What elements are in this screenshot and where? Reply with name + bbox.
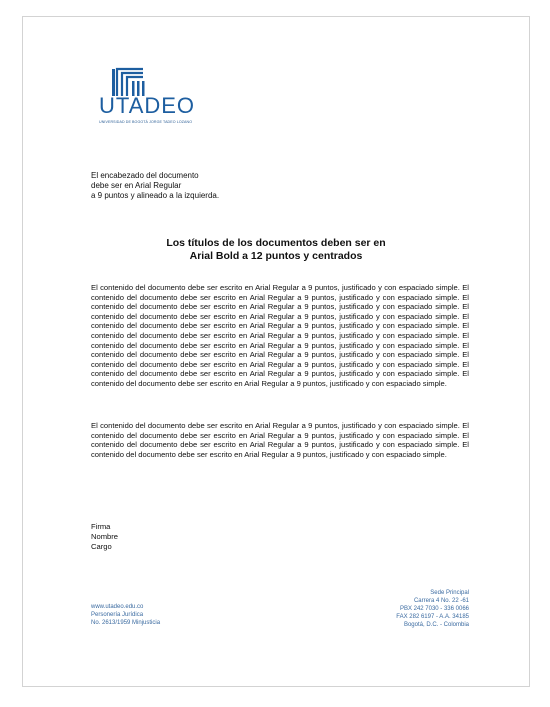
footer-right-line: Carrera 4 No. 22 -61 <box>413 598 469 604</box>
signature-line: Cargo <box>91 542 112 551</box>
footer-right-line: Bogotá, D.C. - Colombia <box>403 622 469 628</box>
footer-right-line: Sede Principal <box>430 590 469 596</box>
title-line: Arial Bold a 12 puntos y centrados <box>189 250 363 262</box>
logo-tagline: UNIVERSIDAD DE BOGOTÁ JORGE TADEO LOZANO <box>99 120 193 124</box>
body-paragraph: El contenido del documento debe ser escrito en Arial Regular a 9 puntos, justificado y con espaciado simple. El contenido del documento debe ser escrito en Arial Regular a 9 puntos, justificado y con espaciado simple. El contenido del documento debe ser escrito en Arial Regular a 9 puntos, justificado y con espaciado simple. El contenido del documento debe ser escrito en Arial Regular a 9 puntos, justificado y con espaciado simple. El contenido del documento debe ser escrito en Arial Regular a 9 puntos, justificado y con espaciado simple. El contenido del documento debe ser escrito en Arial Regular a 9 puntos, justificado y con espaciado simple. El contenido del documento debe ser escrito en Arial Regular a 9 puntos, justificado y con espaciado simple. El contenido del documento debe ser escrito en Arial Regular a 9 puntos, justificado y con espaciado simple. El contenido del documento debe ser escrito en Arial Regular a 9 puntos, justificado y con espaciado simple. El contenido del documento debe ser escrito en Arial Regular a 9 puntos, justificado y con espaciado simple. El contenido del documento debe ser escrito en Arial Regular a 9 puntos, justificado y con espaciado simple. <box>91 283 469 388</box>
document-title <box>23 237 529 263</box>
title-line: Los títulos de los documentos deben ser en <box>166 237 386 249</box>
footer-left-line: Personería Jurídica <box>91 612 144 618</box>
body-paragraph: El contenido del documento debe ser escrito en Arial Regular a 9 puntos, justificado y con espaciado simple. El contenido del documento debe ser escrito en Arial Regular a 9 puntos, justificado y con espaciado simple. El contenido del documento debe ser escrito en Arial Regular a 9 puntos, justificado y con espaciado simple. El contenido del documento debe ser escrito en Arial Regular a 9 puntos, justificado y con espaciado simple. <box>91 421 469 459</box>
footer-right-line: PBX 242 7030 - 336 0066 <box>399 606 469 612</box>
document-page <box>22 16 530 687</box>
signature-line: Nombre <box>91 532 119 541</box>
footer-right-line: FAX 282 6197 - A.A. 34185 <box>396 614 469 620</box>
footer-right <box>396 589 469 629</box>
website-link[interactable]: www.utadeo.edu.co <box>91 604 144 610</box>
logo-wordmark: UTADEO <box>99 93 196 118</box>
signature-line: Firma <box>91 522 111 531</box>
footer-left <box>91 603 160 627</box>
header-line: debe ser en Arial Regular <box>91 181 182 190</box>
utadeo-emblem-icon <box>99 63 159 97</box>
utadeo-logo <box>99 63 209 124</box>
signature-block <box>91 522 118 552</box>
header-line: El encabezado del documento <box>91 171 199 180</box>
footer-left-line: No. 2613/1959 Minjusticia <box>91 620 161 626</box>
document-header <box>91 171 219 201</box>
header-line: a 9 puntos y alineado a la izquierda. <box>91 191 220 200</box>
